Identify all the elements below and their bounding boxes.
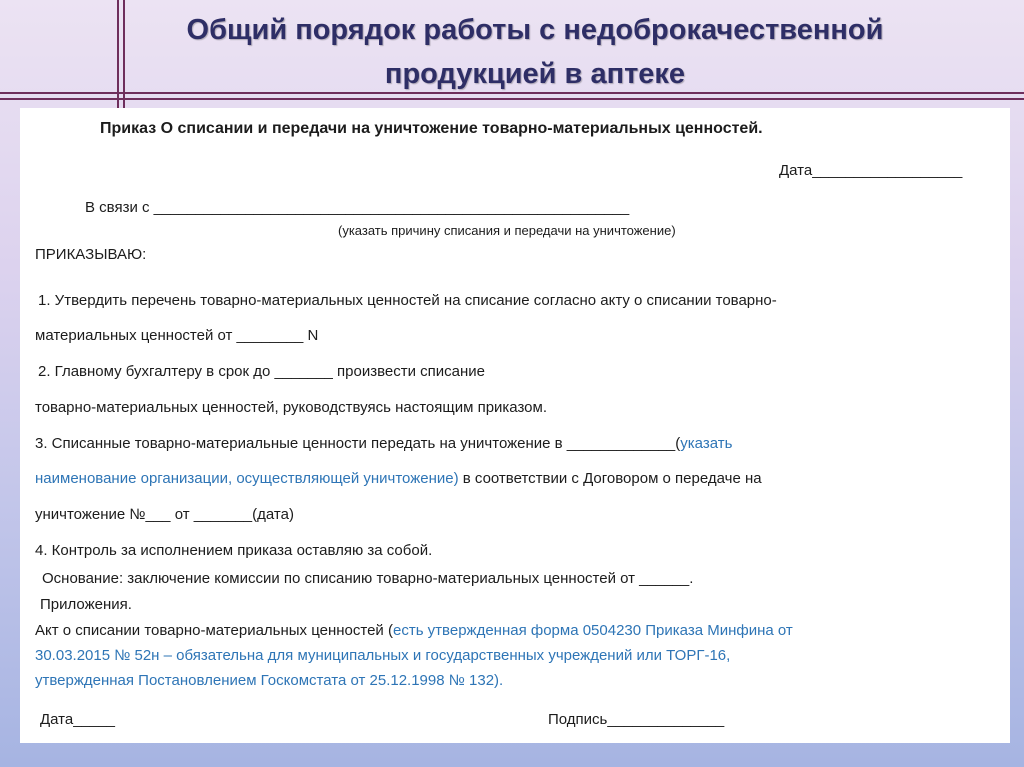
attachments-label: Приложения. (40, 596, 132, 613)
slide-title-line1: Общий порядок работы с недоброкачественной (186, 14, 884, 46)
basis-line: Основание: заключение комиссии по списанию товарно-материальных ценностей от ______. (42, 570, 694, 587)
order-word: ПРИКАЗЫВАЮ: (35, 246, 147, 263)
document-heading: Приказ О списании и передачи на уничтожение товарно-материальных ценностей. (100, 120, 763, 137)
item3-line2 (35, 470, 762, 488)
item3-line2-text: в соответствии с Договором о передаче на (458, 470, 762, 487)
reason-hint: (указать причину списания и передачи на уничтожение) (338, 223, 676, 238)
act-line3: утвержденная Постановлением Госкомстата от 25.12.1998 № 132). (35, 672, 504, 689)
document-panel (20, 108, 1010, 743)
item3-line1 (35, 435, 732, 453)
item1-line1: 1. Утвердить перечень товарно-материальных ценностей на списание согласно акту о списании товарно- (38, 292, 777, 309)
item3-line2-hint: наименование организации, осуществляющей уничтожение) (35, 470, 459, 487)
item2-line1: 2. Главному бухгалтеру в срок до _______ произвести списание (38, 363, 486, 380)
item2-line2: товарно-материальных ценностей, руководствуясь настоящим приказом. (35, 399, 548, 416)
decor-hline-2 (0, 98, 1024, 100)
date-line: Дата__________________ (779, 162, 963, 179)
item1-line2: материальных ценностей от ________ N (35, 327, 319, 344)
act-line1 (35, 622, 793, 640)
item4: 4. Контроль за исполнением приказа оставляю за собой. (35, 542, 433, 559)
act-line1-text: Акт о списании товарно-материальных ценностей ( (35, 622, 393, 639)
item3-line1-hint: указать (680, 435, 733, 452)
reason-line: В связи с _________________________________________________________ (85, 199, 630, 216)
item3-line1-text: 3. Списанные товарно-материальные ценности передать на уничтожение в _____________( (35, 435, 681, 452)
item3-line3: уничтожение №___ от _______(дата) (35, 506, 294, 523)
act-line1-hint: есть утвержденная форма 0504230 Приказа Минфина от (392, 622, 793, 639)
slide-title-line2: продукцией в аптеке (384, 58, 686, 90)
footer-date: Дата_____ (40, 711, 115, 728)
act-line2: 30.03.2015 № 52н – обязательна для муниципальных и государственных учреждений или ТОРГ-16, (35, 647, 731, 664)
footer-signature: Подпись______________ (548, 711, 725, 728)
slide-title (60, 8, 1010, 96)
